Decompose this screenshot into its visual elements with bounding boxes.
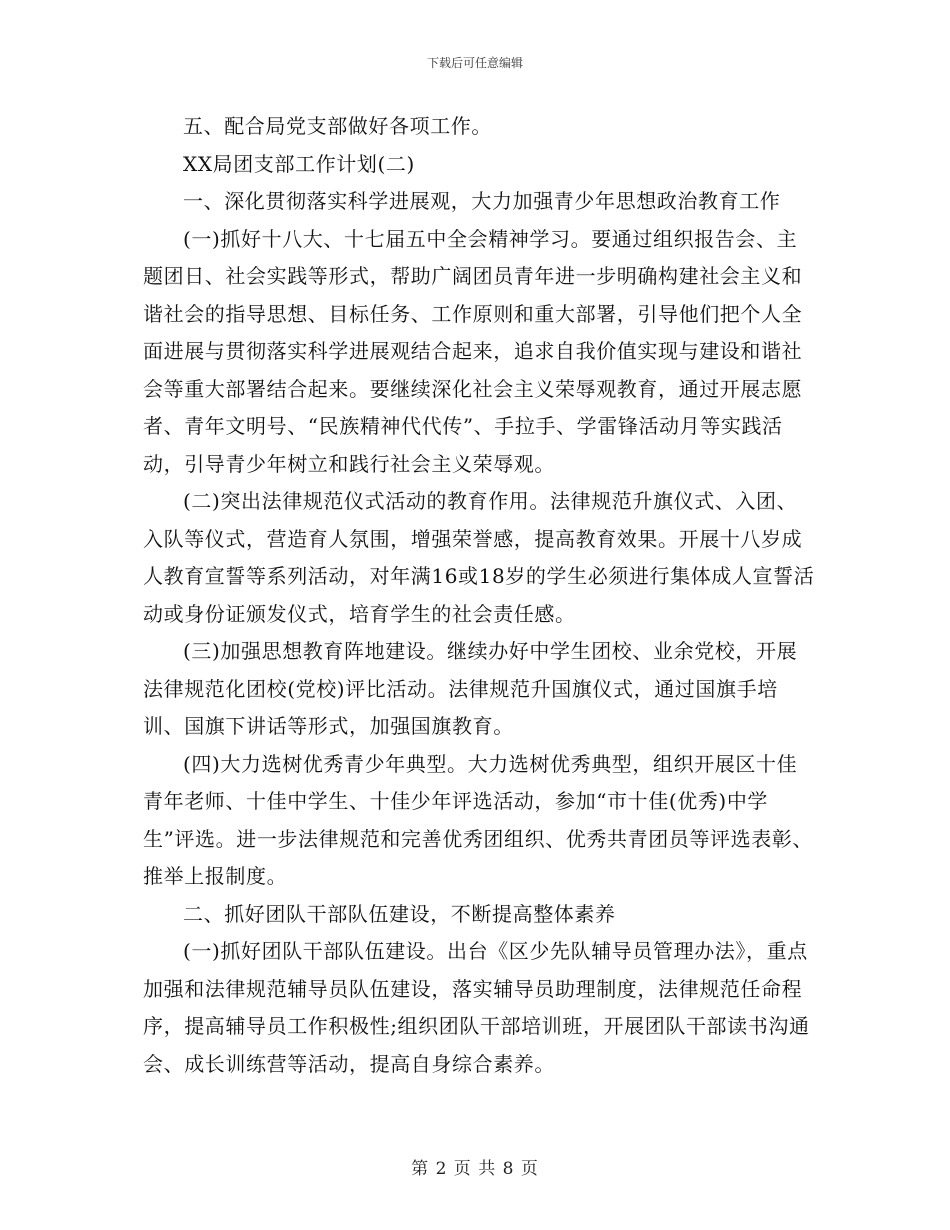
page-number: 第 2 页 共 8 页 — [411, 1159, 539, 1179]
paragraph: (一)抓好团队干部队伍建设。出台《区少先队辅导员管理办法》，重点加强和法律规范辅导员队伍建设，落实辅导员助理制度，法律规范任命程序，提高辅导员工作积极性;组织团队干部培训班，开展团队干部读书沟通会、成长训练营等活动，提高自身综合素养。 — [143, 939, 810, 1076]
section-heading: 二、抓好团队干部队伍建设，不断提高整体素养 — [183, 901, 616, 926]
section-title: XX局团支部工作计划(二) — [183, 151, 415, 176]
paragraph: (三)加强思想教育阵地建设。继续办好中学生团校、业余党校，开展法律规范化团校(党校)评比活动。法律规范升国旗仪式，通过国旗手培训、国旗下讲话等形式，加强国旗教育。 — [143, 639, 798, 738]
paragraph: (一)抓好十八大、十七届五中全会精神学习。要通过组织报告会、主题团日、社会实践等形式，帮助广阔团员青年进一步明确构建社会主义和谐社会的指导思想、目标任务、工作原则和重大部署，引导他们把个人全面进展与贯彻落实科学进展观结合起来，追求自我价值实现与建设和谐社会等重大部署结合起来。要继续深化社会主义荣辱观教育，通过开展志愿者、青年文明号、“民族精神代代传”、手拉手、学雷锋活动月等实践活动，引导青少年树立和践行社会主义荣辱观。 — [143, 226, 803, 476]
paragraph: 五、配合局党支部做好各项工作。 — [183, 114, 492, 138]
paragraph: (四)大力选树优秀青少年典型。大力选树优秀典型，组织开展区十佳青年老师、十佳中学生、十佳少年评选活动，参加“市十佳(优秀)中学生”评选。进一步法律规范和完善优秀团组织、优秀共青团员等评选表彰、推举上报制度。 — [143, 751, 814, 888]
section-heading: 一、深化贯彻落实科学进展观，大力加强青少年思想政治教育工作 — [183, 189, 781, 213]
page-header-note: 下载后可任意编辑 — [426, 56, 523, 70]
paragraph: (二)突出法律规范仪式活动的教育作用。法律规范升旗仪式、入团、入队等仪式，营造育人氛围，增强荣誉感，提高教育效果。开展十八岁成人教育宣誓等系列活动，对年满16或18岁的学生必须进行集体成人宣誓活动或身份证颁发仪式，培育学生的社会责任感。 — [143, 489, 815, 626]
document-body — [143, 108, 815, 1083]
